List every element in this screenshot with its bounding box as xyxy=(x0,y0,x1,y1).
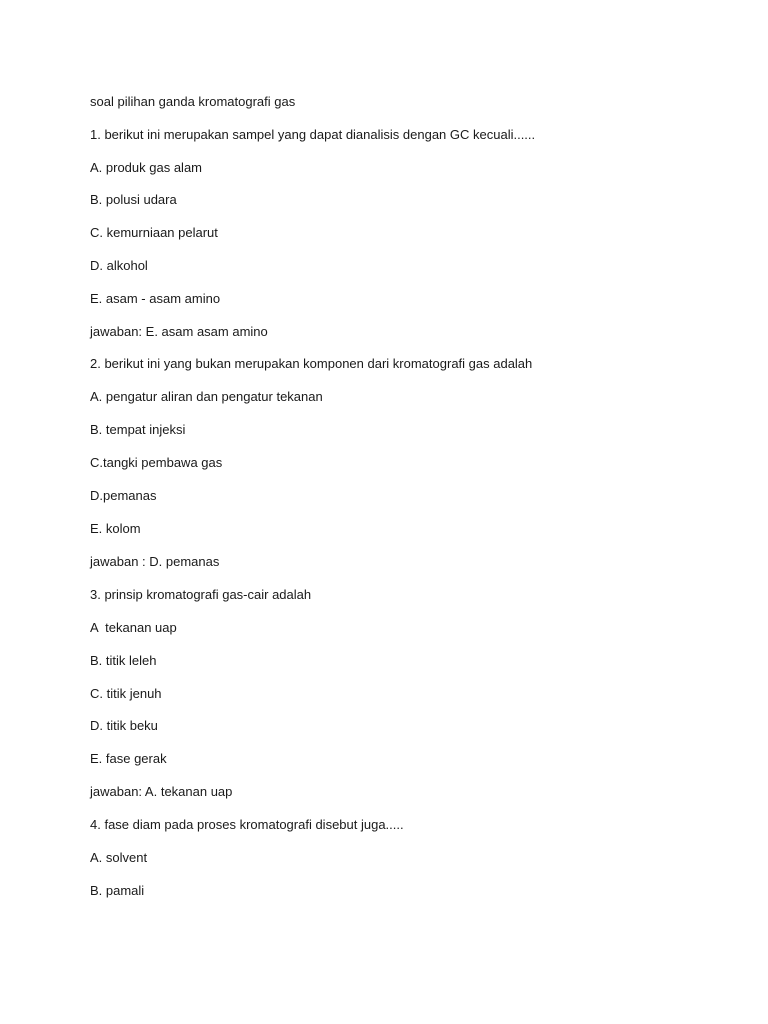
question-2-text: 2. berikut ini yang bukan merupakan komponen dari kromatografi gas adalah xyxy=(90,356,533,371)
question-1-option-e: E. asam - asam amino xyxy=(90,291,221,306)
question-3-text: 3. prinsip kromatografi gas-cair adalah xyxy=(90,587,312,602)
document-title: soal pilihan ganda kromatografi gas xyxy=(90,94,296,109)
question-3-option-d: D. titik beku xyxy=(90,718,158,733)
question-1-option-c: C. kemurniaan pelarut xyxy=(90,225,218,240)
question-2-option-b: B. tempat injeksi xyxy=(90,422,186,437)
question-1-text: 1. berikut ini merupakan sampel yang dapat dianalisis dengan GC kecuali...... xyxy=(90,127,536,142)
question-3-option-c: C. titik jenuh xyxy=(90,686,162,701)
question-4-option-b: B. pamali xyxy=(90,883,145,898)
question-3-answer: jawaban: A. tekanan uap xyxy=(90,784,233,799)
question-1-option-a: A. produk gas alam xyxy=(90,160,203,175)
question-1-option-d: D. alkohol xyxy=(90,258,148,273)
question-4-option-a: A. solvent xyxy=(90,850,148,865)
question-2-option-a: A. pengatur aliran dan pengatur tekanan xyxy=(90,389,323,404)
question-4-text: 4. fase diam pada proses kromatografi disebut juga..... xyxy=(90,817,404,832)
question-1-answer: jawaban: E. asam asam amino xyxy=(90,324,268,339)
question-3-option-b: B. titik leleh xyxy=(90,653,157,668)
question-3-option-e: E. fase gerak xyxy=(90,751,167,766)
question-2-option-d: D.pemanas xyxy=(90,488,157,503)
question-2-answer: jawaban : D. pemanas xyxy=(90,554,220,569)
question-2-option-c: C.tangki pembawa gas xyxy=(90,455,223,470)
question-2-option-e: E. kolom xyxy=(90,521,141,536)
question-3-option-a: A tekanan uap xyxy=(90,620,177,635)
question-1-option-b: B. polusi udara xyxy=(90,192,177,207)
